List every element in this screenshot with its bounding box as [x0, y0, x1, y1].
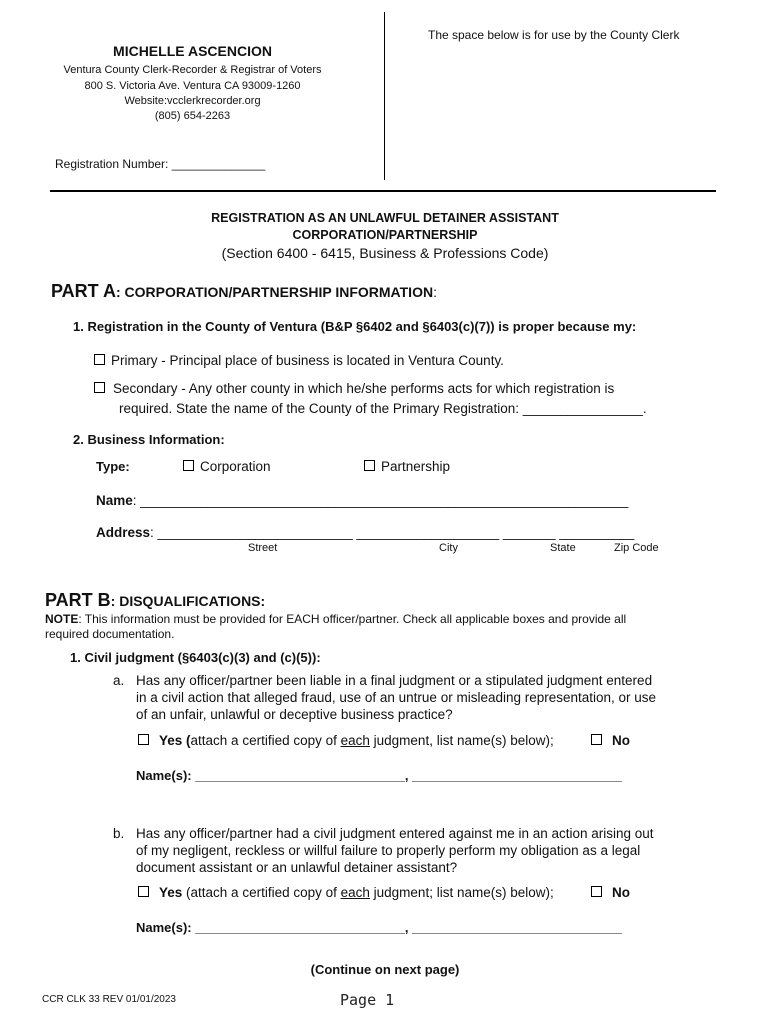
- part-a-colon: :: [433, 284, 437, 300]
- corporation-checkbox[interactable]: [183, 460, 194, 471]
- partnership-label: Partnership: [381, 459, 451, 474]
- business-name-field[interactable]: [96, 493, 628, 508]
- address-sub-zip: Zip Code: [614, 542, 659, 554]
- part-b-note-line2: required documentation.: [45, 627, 175, 641]
- type-label: Type:: [96, 459, 130, 474]
- question-a-yes-option[interactable]: [138, 733, 554, 748]
- form-title-section: (Section 6400 - 6415, Business & Professions Code): [221, 245, 549, 261]
- registration-number-field[interactable]: Registration Number: ______________: [55, 157, 266, 171]
- business-address-label: Address: [96, 525, 151, 540]
- part-a-question-1: 1. Registration in the County of Ventura (B&P §6402 and §6403(c)(7)) is proper because my:: [73, 319, 637, 334]
- form-title-line1: REGISTRATION AS AN UNLAWFUL DETAINER ASSISTANT: [211, 211, 559, 225]
- part-b-label: PART B: [45, 590, 111, 610]
- county-clerk-note: The space below is for use by the County Clerk: [428, 28, 680, 42]
- question-b-yes-checkbox[interactable]: [138, 886, 149, 897]
- corporation-label: Corporation: [200, 459, 271, 474]
- question-b-yes-text-post: judgment; list name(s) below);: [369, 885, 554, 900]
- civil-judgment-heading: 1. Civil judgment (§6403(c)(3) and (c)(5)):: [70, 650, 321, 665]
- question-b-yes-text-pre: (attach a certified copy of: [182, 885, 341, 900]
- business-address-field[interactable]: [96, 525, 634, 540]
- question-b-yes-label: Yes: [159, 885, 183, 900]
- question-b-line2: of my negligent, reckless or willful failure to properly perform my obligation as a legal: [136, 843, 641, 858]
- question-a-marker: a.: [113, 673, 125, 688]
- business-address-blank[interactable]: : __________________________ ___________________ _______ __________: [150, 525, 635, 540]
- secondary-checkbox[interactable]: [94, 382, 105, 393]
- form-title-line2: CORPORATION/PARTNERSHIP: [292, 228, 478, 242]
- question-a-yes-text-pre: attach a certified copy of: [190, 733, 341, 748]
- primary-label: Primary - Principal place of business is located in Ventura County.: [111, 353, 504, 368]
- secondary-label-line1: Secondary - Any other county in which he/she performs acts for which registration is: [113, 381, 615, 396]
- page-number: Page 1: [340, 991, 395, 1009]
- question-a-line2: in a civil action that alleged fraud, use of an untrue or misleading representation, or use: [136, 690, 657, 705]
- part-b-note-label: NOTE: [45, 612, 79, 626]
- question-a-line1: Has any officer/partner been liable in a final judgment or a stipulated judgment entered: [136, 673, 653, 688]
- question-a-yes-label: Yes (: [159, 733, 191, 748]
- question-b-yes-option[interactable]: [138, 885, 554, 900]
- address-sub-state: State: [550, 542, 576, 554]
- question-a-line3: of an unfair, unlawful or deceptive business practice?: [136, 707, 453, 722]
- question-a-yes-text-post: judgment, list name(s) below);: [369, 733, 554, 748]
- secondary-label-line2[interactable]: required. State the name of the County of the Primary Registration: ________________.: [119, 401, 647, 416]
- part-a-heading: [51, 281, 437, 302]
- partnership-checkbox[interactable]: [364, 460, 375, 471]
- question-a-no-option[interactable]: [591, 733, 630, 748]
- part-b-heading: [45, 590, 265, 611]
- question-b-no-checkbox[interactable]: [591, 886, 602, 897]
- part-a-title: : CORPORATION/PARTNERSHIP INFORMATION: [116, 284, 434, 300]
- part-b-title: : DISQUALIFICATIONS:: [110, 593, 266, 609]
- question-a-yes-checkbox[interactable]: [138, 734, 149, 745]
- option-secondary[interactable]: [94, 381, 614, 396]
- office-name: Ventura County Clerk-Recorder & Registrar of Voters: [63, 64, 322, 76]
- question-b-no-label: No: [612, 885, 630, 900]
- question-b-names-field[interactable]: Name(s): _____________________________, _____________________________: [136, 920, 622, 935]
- question-b-marker: b.: [113, 826, 125, 841]
- part-b-note: [45, 612, 626, 626]
- primary-checkbox[interactable]: [94, 354, 105, 365]
- option-corporation[interactable]: [183, 459, 271, 474]
- form-id: CCR CLK 33 REV 01/01/2023: [42, 994, 176, 1005]
- business-name-label: Name: [96, 493, 133, 508]
- question-b-line3: document assistant or an unlawful detainer assistant?: [136, 860, 458, 875]
- business-name-blank[interactable]: : _________________________________________________________________: [132, 493, 629, 508]
- option-partnership[interactable]: [364, 459, 450, 474]
- question-a-yes-each: each: [340, 733, 370, 748]
- office-address: 800 S. Victoria Ave. Ventura CA 93009-1260: [84, 80, 301, 92]
- part-a-question-2: 2. Business Information:: [73, 432, 225, 447]
- question-a-no-label: No: [612, 733, 630, 748]
- question-a-names-field[interactable]: Name(s): _____________________________, _____________________________: [136, 768, 622, 783]
- continue-note: (Continue on next page): [310, 962, 460, 977]
- clerk-name: MICHELLE ASCENCION: [113, 43, 272, 59]
- office-phone: (805) 654-2263: [154, 110, 231, 122]
- question-b-line1: Has any officer/partner had a civil judgment entered against me in an action arising out: [136, 826, 654, 841]
- address-sub-city: City: [439, 542, 458, 554]
- header-divider-horizontal: [50, 190, 716, 192]
- option-primary[interactable]: [94, 353, 504, 368]
- question-b-yes-each: each: [340, 885, 370, 900]
- address-sub-street: Street: [248, 542, 278, 554]
- office-website: Website:vcclerkrecorder.org: [124, 95, 261, 107]
- part-a-label: PART A: [51, 281, 116, 301]
- part-b-note-line1: : This information must be provided for EACH officer/partner. Check all applicable boxes and provide all: [78, 612, 627, 626]
- question-b-no-option[interactable]: [591, 885, 630, 900]
- question-a-no-checkbox[interactable]: [591, 734, 602, 745]
